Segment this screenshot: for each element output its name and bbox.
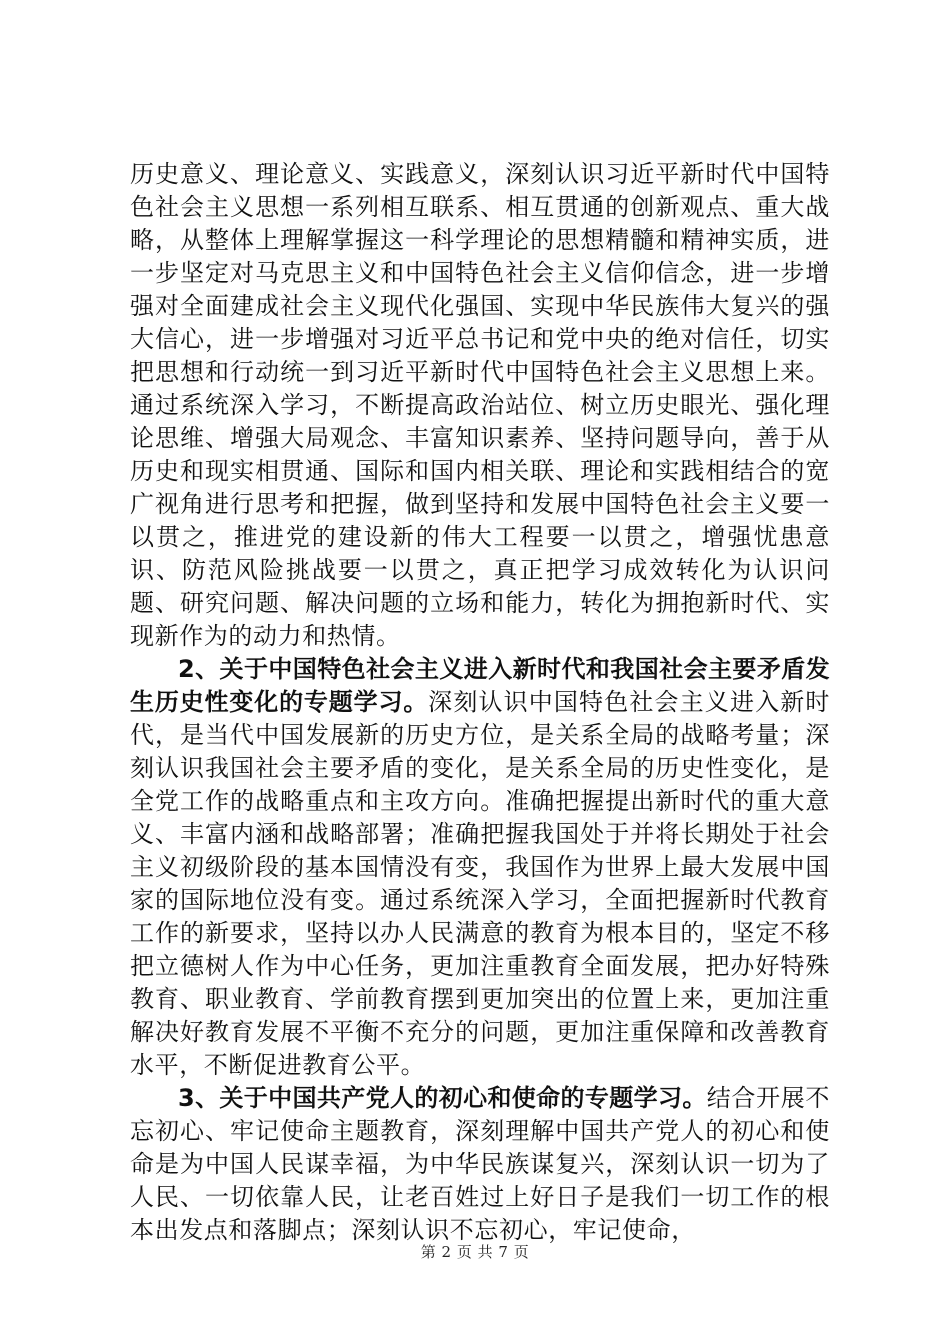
- paragraph-continuation: [130, 158, 830, 653]
- paragraph-topic-3: [130, 1082, 830, 1247]
- page-number-footer: 第 2 页 共 7 页: [420, 1243, 530, 1261]
- paragraph-text: 深刻认识中国特色社会主义进入新时代，是当代中国发展新的历史方位，是关系全局的战略考量；深刻认识我国社会主要矛盾的变化，是关系全局的历史性变化，是全党工作的战略重点和主攻方向。准确把握提出新时代的重大意义、丰富内涵和战略部署；准确把握我国处于并将长期处于社会主义初级阶段的基本国情没有变，我国作为世界上最大发展中国家的国际地位没有变。通过系统深入学习，全面把握新时代教育工作的新要求，坚持以办人民满意的教育为根本目的，坚定不移把立德树人作为中心任务，更加注重教育全面发展，把办好特殊教育、职业教育、学前教育摆到更加突出的位置上来，更加注重解决好教育发展不平衡不充分的问题，更加注重保障和改善教育水平，不断促进教育公平。: [130, 688, 830, 1079]
- paragraph-topic-2: [130, 653, 830, 1082]
- paragraph-text: 历史意义、理论意义、实践意义，深刻认识习近平新时代中国特色社会主义思想一系列相互联系、相互贯通的创新观点、重大战略，从整体上理解掌握这一科学理论的思想精髓和精神实质，进一步坚定对马克思主义和中国特色社会主义信仰信念，进一步增强对全面建成社会主义现代化强国、实现中华民族伟大复兴的强大信心，进一步增强对习近平总书记和党中央的绝对信任，切实把思想和行动统一到习近平新时代中国特色社会主义思想上来。通过系统深入学习，不断提高政治站位、树立历史眼光、强化理论思维、增强大局观念、丰富知识素养、坚持问题导向，善于从历史和现实相贯通、国际和国内相关联、理论和实践相结合的宽广视角进行思考和把握，做到坚持和发展中国特色社会主义要一以贯之，推进党的建设新的伟大工程要一以贯之，增强忧患意识、防范风险挑战要一以贯之，真正把学习成效转化为认识问题、研究问题、解决问题的立场和能力，转化为拥抱新时代、实现新作为的动力和热情。: [130, 160, 830, 650]
- paragraph-heading: 2、关于中国特色社会主义进入新时代和我国社会主要矛盾发生历史性变化的专题学习。: [130, 655, 830, 716]
- document-body: [130, 158, 830, 1247]
- paragraph-heading: 3、关于中国共产党人的初心和使命的专题学习。: [178, 1084, 707, 1112]
- paragraph-text: 结合开展不忘初心、牢记使命主题教育，深刻理解中国共产党人的初心和使命是为中国人民谋幸福，为中华民族谋复兴，深刻认识一切为了人民、一切依靠人民，让老百姓过上好日子是我们一切工作的根本出发点和落脚点；深刻认识不忘初心，牢记使命，: [130, 1084, 830, 1244]
